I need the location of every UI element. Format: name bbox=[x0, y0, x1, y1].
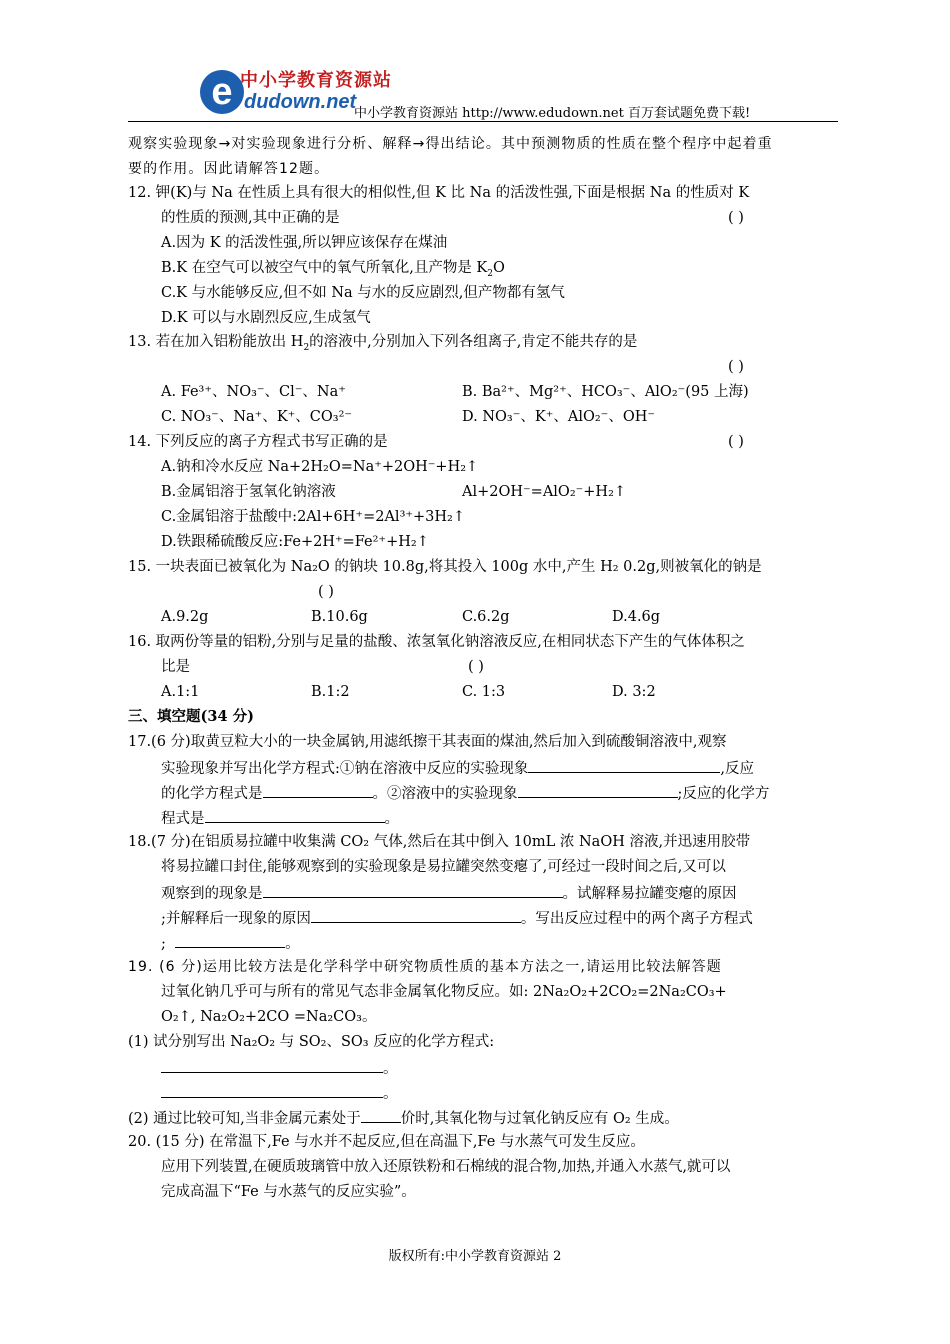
q12-stem-1: 12. 钾(K)与 Na 在性质上具有很大的相似性,但 K 比 Na 的活泼性强,下面是根据 Na 的性质对 K bbox=[128, 185, 750, 201]
page-header bbox=[128, 68, 838, 124]
q12-stem-2: 的性质的预测,其中正确的是 bbox=[161, 210, 340, 226]
q19-blank-1 bbox=[161, 1057, 383, 1073]
q15-bracket: ( ) bbox=[318, 584, 334, 600]
q15-stem: 15. 一块表面已被氧化为 Na₂O 的钠块 10.8g,将其投入 100g 水中,产生 H₂ 0.2g,则被氧化的钠是 bbox=[128, 559, 762, 575]
q18-stem-3: 观察到的现象是 。试解释易拉罐变瘪的原因 bbox=[161, 882, 737, 904]
q16-option-a: A.1:1 bbox=[161, 684, 200, 700]
q17-stem-4: 程式是 。 bbox=[161, 807, 399, 829]
section-3-heading: 三、填空题(34 分) bbox=[128, 708, 254, 725]
q16-stem-2: 比是 bbox=[161, 659, 190, 675]
q19-part-2: (2) 通过比较可知,当非金属元素处于 价时,其氧化物与过氧化钠反应有 O₂ 生成。 bbox=[128, 1107, 679, 1129]
logo-e-icon: e bbox=[200, 70, 244, 114]
intro-line-1: 观察实验现象→对实验现象进行分析、解释→得出结论。其中预测物质的性质在整个程序中起着重 bbox=[128, 136, 773, 152]
q13-stem: 13. 若在加入铝粉能放出 $H_2$的溶液中,分别加入下列各组离子,肯定不能共存的是 bbox=[128, 334, 638, 353]
q13-bracket: ( ) bbox=[728, 359, 744, 375]
q19-part-1-answer-a: 。 bbox=[161, 1057, 398, 1079]
q18-stem-5: ; 。 bbox=[161, 932, 300, 954]
q13-option-d: D. NO₃⁻、K⁺、AlO₂⁻、OH⁻ bbox=[462, 409, 656, 425]
logo-cn-text: 中小学教育资源站 bbox=[240, 70, 392, 91]
logo-en-text: dudown.net bbox=[244, 91, 357, 113]
q17-stem-1: 17.(6 分)取黄豆粒大小的一块金属钠,用滤纸擦干其表面的煤油,然后加入到硫酸铜溶液中,观察 bbox=[128, 734, 727, 750]
q16-option-c: C. 1:3 bbox=[462, 684, 506, 700]
q18-blank-3 bbox=[175, 932, 285, 948]
q12-bracket: ( ) bbox=[728, 210, 744, 226]
q17-blank-2 bbox=[263, 782, 373, 798]
q18-stem-4: ;并解释后一现象的原因 。写出反应过程中的两个离子方程式 bbox=[161, 907, 753, 929]
q19-blank-2 bbox=[161, 1082, 383, 1098]
q20-stem-2: 应用下列装置,在硬质玻璃管中放入还原铁粉和石棉绒的混合物,加热,并通入水蒸气,就可以 bbox=[161, 1159, 731, 1175]
header-rule bbox=[128, 121, 838, 122]
q16-option-b: B.1:2 bbox=[311, 684, 350, 700]
q13-option-a: A. Fe³⁺、NO₃⁻、Cl⁻、Na⁺ bbox=[161, 384, 346, 400]
q16-bracket: ( ) bbox=[468, 659, 484, 675]
q14-option-c: C.金属铝溶于盐酸中:2Al+6H⁺=2Al³⁺+3H₂↑ bbox=[161, 509, 466, 525]
q14-stem: 14. 下列反应的离子方程式书写正确的是 bbox=[128, 434, 388, 450]
q17-stem-2: 实验现象并写出化学方程式:①钠在溶液中反应的实验现象 ,反应 bbox=[161, 757, 754, 779]
q12-option-b: B.K 在空气可以被空气中的氧气所氧化,且产物是 $K_2O$ bbox=[161, 260, 505, 279]
q15-option-d: D.4.6g bbox=[612, 609, 661, 625]
page-footer: 版权所有:中小学教育资源站 2 bbox=[388, 1249, 562, 1264]
q13-option-b: B. Ba²⁺、Mg²⁺、HCO₃⁻、AlO₂⁻(95 上海) bbox=[462, 384, 749, 400]
q16-stem-1: 16. 取两份等量的铝粉,分别与足量的盐酸、浓氢氧化钠溶液反应,在相同状态下产生的气体体积之 bbox=[128, 634, 745, 650]
intro-line-2: 要的作用。因此请解答12题。 bbox=[128, 161, 330, 177]
q15-option-a: A.9.2g bbox=[161, 609, 209, 625]
q14-option-b-equation: Al+2OH⁻=AlO₂⁻+H₂↑ bbox=[462, 484, 627, 500]
q17-stem-3: 的化学方程式是 。②溶液中的实验现象 ;反应的化学方 bbox=[161, 782, 769, 804]
q18-blank-1 bbox=[263, 882, 563, 898]
q18-stem-2: 将易拉罐口封住,能够观察到的实验现象是易拉罐突然变瘪了,可经过一段时间之后,又可以 bbox=[161, 859, 726, 875]
q19-blank-3 bbox=[361, 1107, 401, 1123]
q17-blank-1 bbox=[528, 757, 720, 773]
q18-stem-1: 18.(7 分)在铝质易拉罐中收集满 CO₂ 气体,然后在其中倒入 10mL 浓 NaOH 溶液,并迅速用胶带 bbox=[128, 834, 751, 850]
q12-option-d: D.K 可以与水剧烈反应,生成氢气 bbox=[161, 310, 371, 326]
q19-stem-1: 19. (6 分)运用比较方法是化学科学中研究物质性质的基本方法之一,请运用比较法解答题 bbox=[128, 959, 722, 975]
q19-stem-2: 过氧化钠几乎可与所有的常见气态非金属氧化物反应。如: 2Na₂O₂+2CO₂=2Na₂CO₃+ bbox=[161, 984, 727, 1000]
q17-blank-4 bbox=[205, 807, 385, 823]
q20-stem-1: 20. (15 分) 在常温下,Fe 与水并不起反应,但在高温下,Fe 与水蒸气可发生反应。 bbox=[128, 1134, 645, 1150]
q18-blank-2 bbox=[311, 907, 521, 923]
q19-part-1-answer-b: 。 bbox=[161, 1082, 398, 1104]
q14-option-a: A.钠和冷水反应 Na+2H₂O=Na⁺+2OH⁻+H₂↑ bbox=[161, 459, 479, 475]
header-site-line: 中小学教育资源站 http://www.edudown.net 百万套试题免费下载! bbox=[354, 106, 751, 121]
q13-option-c: C. NO₃⁻、Na⁺、K⁺、CO₃²⁻ bbox=[161, 409, 353, 425]
q14-bracket: ( ) bbox=[728, 434, 744, 450]
q17-blank-3 bbox=[518, 782, 678, 798]
q16-option-d: D. 3:2 bbox=[612, 684, 656, 700]
q19-stem-3: O₂↑, Na₂O₂+2CO =Na₂CO₃。 bbox=[161, 1009, 377, 1025]
q14-option-d: D.铁跟稀硫酸反应:Fe+2H⁺=Fe²⁺+H₂↑ bbox=[161, 534, 429, 550]
q19-part-1: (1) 试分别写出 Na₂O₂ 与 SO₂、SO₃ 反应的化学方程式: bbox=[128, 1034, 495, 1050]
q15-option-b: B.10.6g bbox=[311, 609, 368, 625]
q14-option-b-label: B.金属铝溶于氢氧化钠溶液 bbox=[161, 484, 336, 500]
q12-option-a: A.因为 K 的活泼性强,所以钾应该保存在煤油 bbox=[161, 235, 448, 251]
q12-option-c: C.K 与水能够反应,但不如 Na 与水的反应剧烈,但产物都有氢气 bbox=[161, 285, 565, 301]
q15-option-c: C.6.2g bbox=[462, 609, 510, 625]
q20-stem-3: 完成高温下“Fe 与水蒸气的反应实验”。 bbox=[161, 1184, 416, 1200]
